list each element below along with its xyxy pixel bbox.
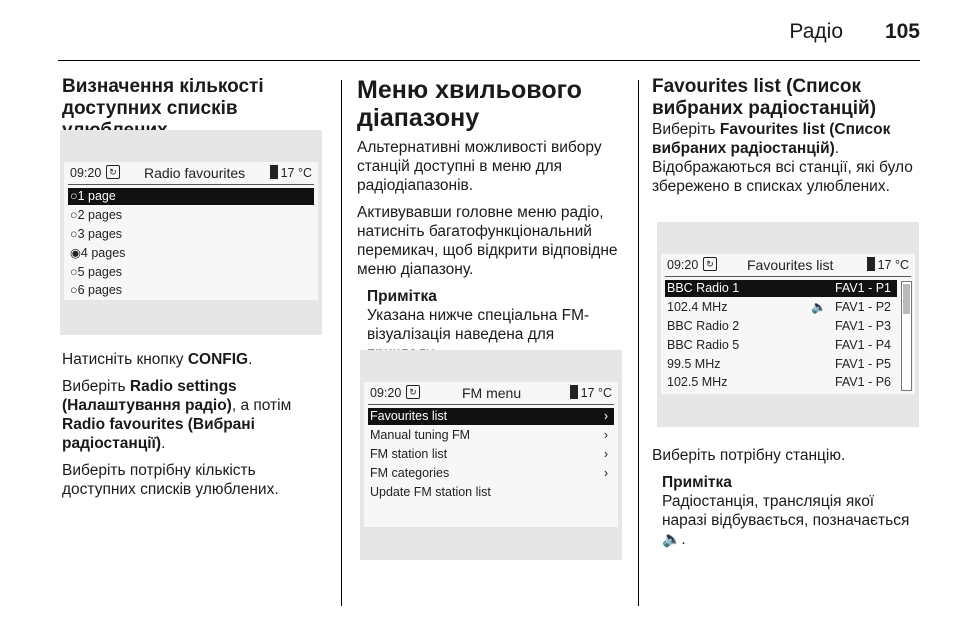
station-item[interactable]: BBC Radio 2 FAV1 - P3 (667, 319, 891, 333)
speaker-icon: 🔈 (662, 531, 682, 548)
chevron-right-icon: › (603, 428, 608, 442)
chevron-right-icon: › (603, 466, 608, 480)
page-header (0, 0, 960, 62)
favourites-list-screenshot (657, 222, 919, 427)
return-icon: ↻ (406, 385, 420, 399)
note (662, 473, 922, 549)
column-3 (652, 76, 922, 196)
column-2 (357, 76, 622, 363)
paragraph: Виберіть потрібну станцію. (652, 447, 846, 464)
menu-item[interactable]: Update FM station list (370, 485, 491, 499)
temperature: 17 °C (877, 258, 909, 272)
thermometer-icon (570, 385, 578, 399)
paragraph: Виберіть Radio settings (Налаштування радіо), а потім Radio favourites (Вибрані радіостанції). (62, 378, 292, 452)
section-heading: Визначення кількості доступних списків (62, 76, 264, 119)
station-item[interactable]: 99.5 MHz FAV1 - P5 (667, 357, 891, 371)
fm-menu-screenshot (360, 350, 622, 560)
column-3-body (652, 446, 922, 549)
clock-time: 09:20 (70, 166, 102, 180)
screen-title: Radio favourites (144, 165, 246, 181)
column-1-body (62, 350, 324, 499)
station-item[interactable]: 102.5 MHz FAV1 - P6 (667, 375, 891, 389)
clock-time: 09:20 (370, 386, 402, 400)
screen-title: Favourites list (747, 257, 834, 273)
radio-empty-icon: ○ (70, 208, 78, 222)
section-heading: Меню хвильового діапазону (357, 76, 582, 132)
radio-empty-icon: ○ (70, 227, 78, 241)
scrollbar[interactable] (901, 281, 912, 391)
section-heading: Favourites list (Список вибраних радіостанцій) (652, 76, 877, 119)
scrollbar-thumb[interactable] (903, 284, 910, 314)
clock-time: 09:20 (667, 258, 699, 272)
note-text: Указана нижче спеціальна FM-візуалізація наведена для (367, 307, 590, 343)
paragraph: Активувавши головне меню радіо, натисніть багатофункціональний перемикач, щоб відкрити відповідне меню діапазону. (357, 204, 618, 278)
header-rule (58, 60, 920, 61)
list-item[interactable]: ○1 page (68, 188, 314, 205)
return-icon: ↻ (703, 257, 717, 271)
list-item[interactable]: ○5 pages (70, 265, 123, 279)
menu-item[interactable]: Favourites list › (368, 408, 614, 425)
radio-empty-icon: ○ (70, 283, 78, 297)
column-divider (341, 80, 342, 606)
column-divider (638, 80, 639, 606)
page-number: 105 (884, 20, 920, 43)
header-title: Радіо (789, 20, 843, 43)
thermometer-icon (270, 165, 278, 179)
paragraph: Відображаються всі станції, які було збережено в списках улюблених. (652, 159, 913, 195)
temperature: 17 °C (280, 166, 312, 180)
chevron-right-icon: › (603, 409, 608, 423)
radio-empty-icon: ○ (70, 189, 78, 203)
paragraph: Натисніть кнопку CONFIG. (62, 351, 253, 368)
menu-item[interactable]: FM categories › (370, 466, 608, 480)
station-item[interactable]: 102.4 MHz 🔈 FAV1 - P2 (667, 300, 891, 314)
chevron-right-icon: › (603, 447, 608, 461)
paragraph: Альтернативні можливості вибору станцій доступні в меню для радіодіапазонів. (357, 139, 602, 194)
radio-favourites-screenshot (60, 130, 322, 335)
menu-item[interactable]: Manual tuning FM › (370, 428, 608, 442)
note-title: Примітка (367, 288, 437, 305)
paragraph: Виберіть Favourites list (Список вибраних радіостанцій). (652, 121, 891, 157)
return-icon: ↻ (106, 165, 120, 179)
radio-selected-icon: ◉ (70, 246, 81, 260)
list-item[interactable]: ○6 pages (70, 283, 123, 297)
list-item[interactable]: ◉4 pages (70, 246, 126, 260)
display-screen (364, 382, 618, 527)
station-item[interactable]: BBC Radio 5 FAV1 - P4 (667, 338, 891, 352)
display-screen (661, 254, 915, 394)
menu-item[interactable]: FM station list › (370, 447, 608, 461)
note-text: Радіостанція, трансляція якої наразі відбувається, позначається 🔈. (662, 493, 910, 548)
screen-title: FM menu (462, 385, 522, 401)
temperature: 17 °C (580, 386, 612, 400)
display-screen (64, 162, 318, 300)
list-item[interactable]: ○3 pages (70, 227, 123, 241)
paragraph: Виберіть потрібну кількість доступних списків улюблених. (62, 462, 279, 498)
radio-empty-icon: ○ (70, 265, 78, 279)
note-title: Примітка (662, 474, 732, 491)
station-item[interactable]: BBC Radio 1 FAV1 - P1 (665, 280, 897, 297)
thermometer-icon (867, 257, 875, 271)
speaker-icon: 🔈 (811, 300, 827, 314)
list-item[interactable]: ○2 pages (70, 208, 123, 222)
